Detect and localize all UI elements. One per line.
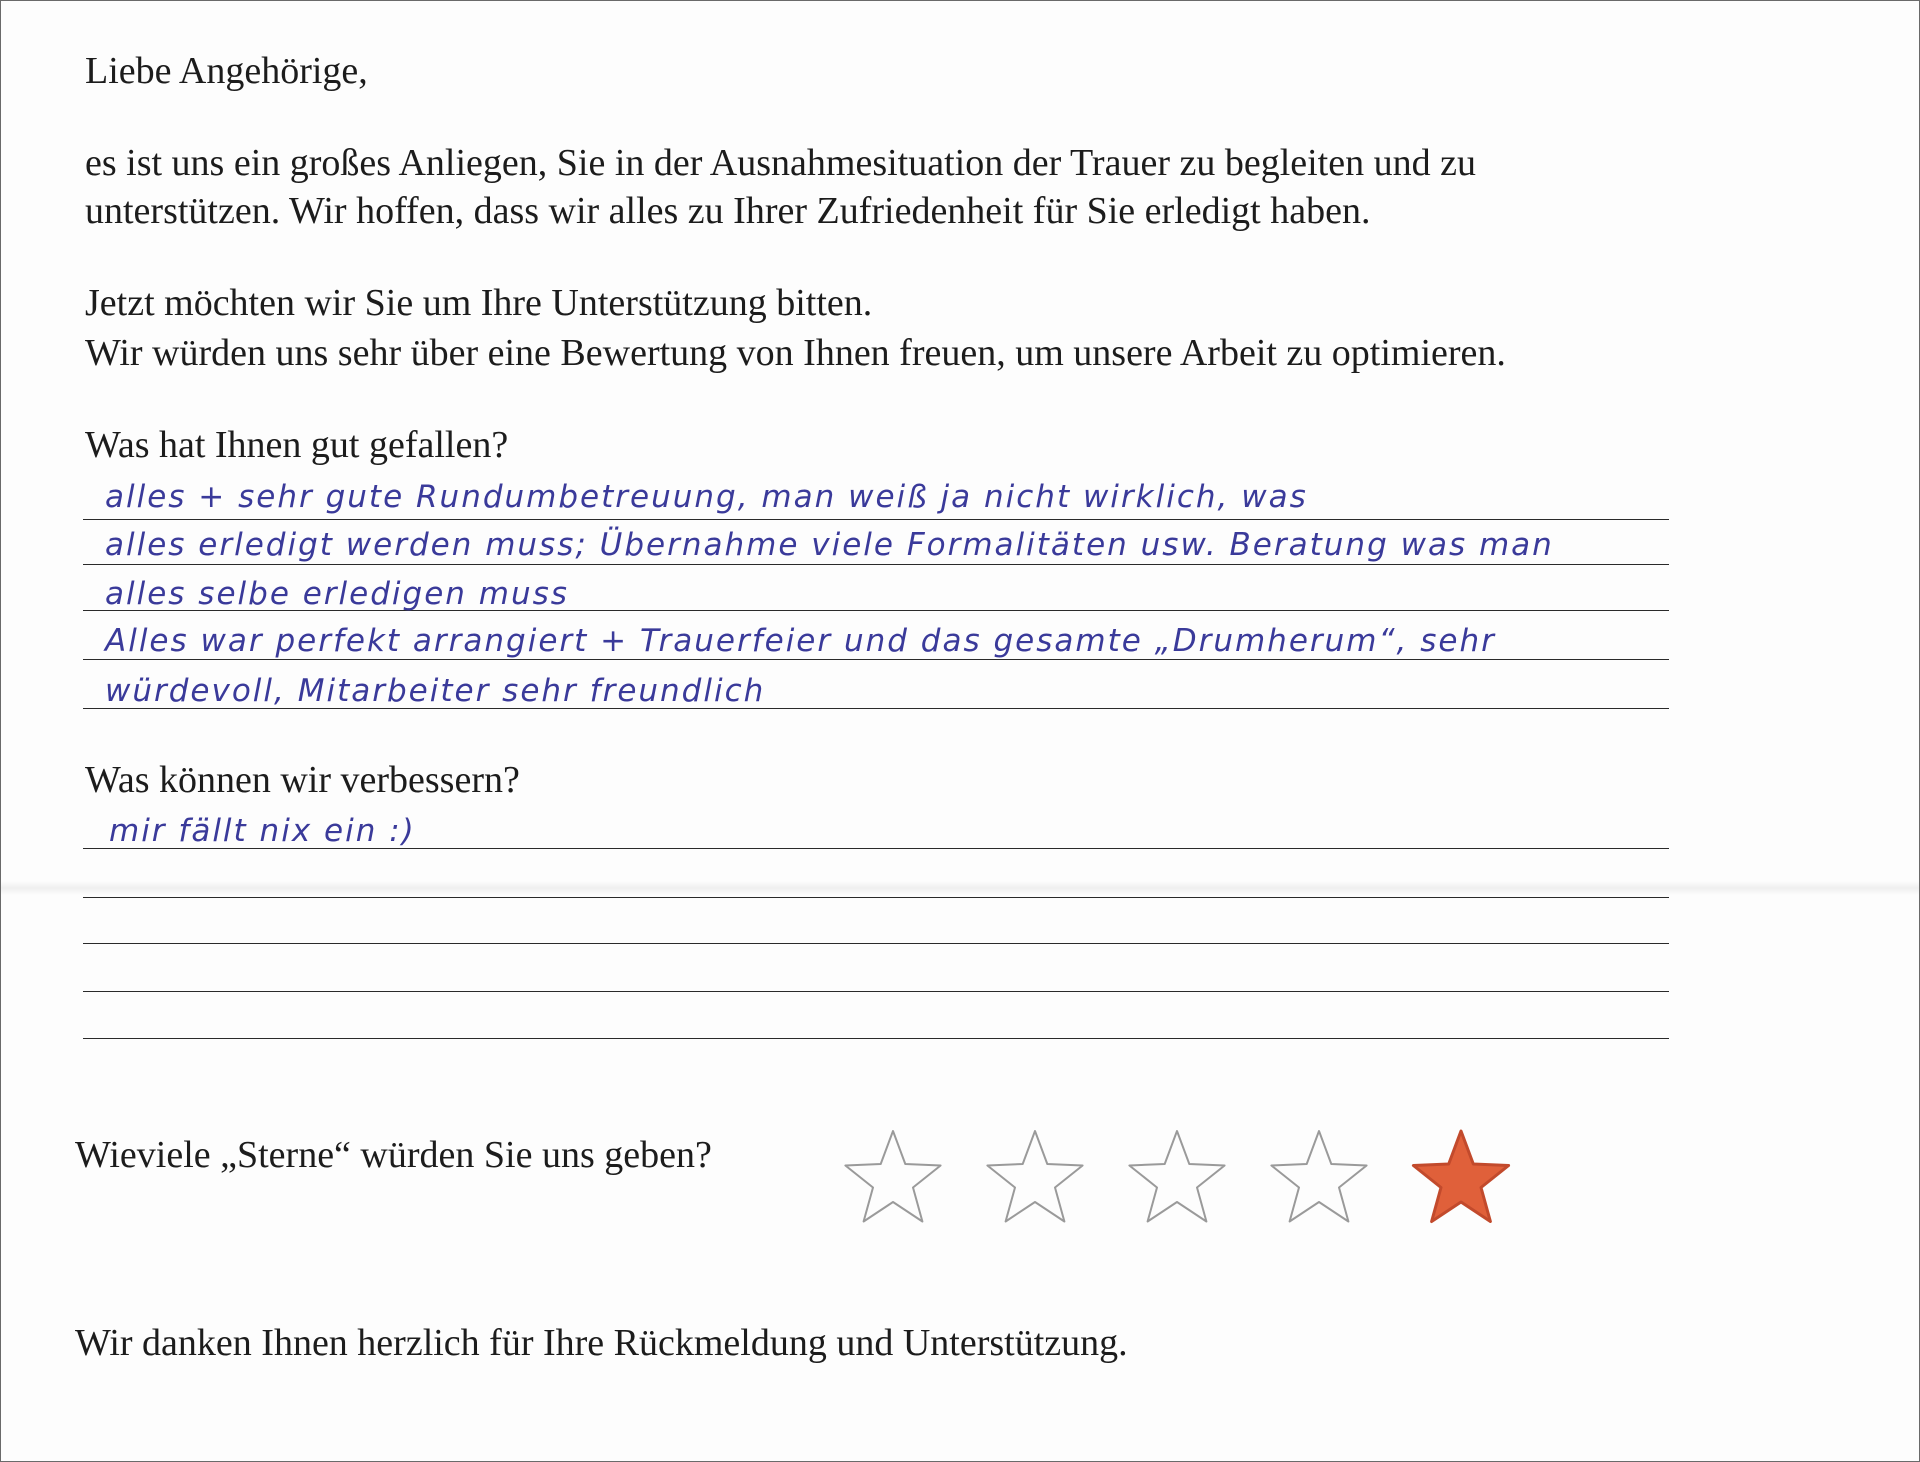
handwritten-liked-line: alles selbe erledigen muss bbox=[105, 576, 569, 612]
answer-line bbox=[83, 659, 1669, 660]
salutation: Liebe Angehörige, bbox=[85, 50, 368, 92]
rating-question: Wieviele „Sterne“ würden Sie uns geben? bbox=[75, 1134, 712, 1176]
request-line-2: Wir würden uns sehr über eine Bewertung von Ihnen freuen, um unsere Arbeit zu optimieren. bbox=[85, 332, 1506, 374]
star-outline-icon bbox=[1129, 1131, 1224, 1222]
answer-line bbox=[83, 897, 1669, 898]
liked-question: Was hat Ihnen gut gefallen? bbox=[85, 424, 509, 466]
answer-line bbox=[83, 564, 1669, 565]
handwritten-liked-line: Alles war perfekt arrangiert + Trauerfeier und das gesamte „Drumherum“, sehr bbox=[105, 623, 1496, 659]
star-outline-icon bbox=[845, 1131, 940, 1222]
answer-line bbox=[83, 991, 1669, 992]
star-outline-icon bbox=[1271, 1131, 1366, 1222]
star-outline-icon bbox=[987, 1131, 1082, 1222]
star-marked-icon bbox=[1413, 1131, 1508, 1222]
answer-line bbox=[83, 1038, 1669, 1039]
handwritten-improve-line: mir fällt nix ein :) bbox=[109, 813, 416, 849]
request-line-1: Jetzt möchten wir Sie um Ihre Unterstützung bitten. bbox=[85, 282, 873, 324]
handwritten-liked-line: alles erledigt werden muss; Übernahme viele Formalitäten usw. Beratung was man bbox=[105, 527, 1554, 563]
intro-line-1: es ist uns ein großes Anliegen, Sie in der Ausnahmesituation der Trauer zu begleiten und zu bbox=[85, 142, 1476, 184]
intro-line-2: unterstützen. Wir hoffen, dass wir alles zu Ihrer Zufriedenheit für Sie erledigt haben. bbox=[85, 190, 1371, 232]
answer-line bbox=[83, 943, 1669, 944]
improve-question: Was können wir verbessern? bbox=[85, 759, 520, 801]
handwritten-liked-line: würdevoll, Mitarbeiter sehr freundlich bbox=[105, 673, 766, 709]
answer-line bbox=[83, 519, 1669, 520]
star-rating bbox=[841, 1111, 1541, 1251]
handwritten-liked-line: alles + sehr gute Rundumbetreuung, man weiß ja nicht wirklich, was bbox=[105, 479, 1308, 515]
paper-fold bbox=[1, 881, 1919, 895]
closing-text: Wir danken Ihnen herzlich für Ihre Rückmeldung und Unterstützung. bbox=[75, 1322, 1128, 1364]
